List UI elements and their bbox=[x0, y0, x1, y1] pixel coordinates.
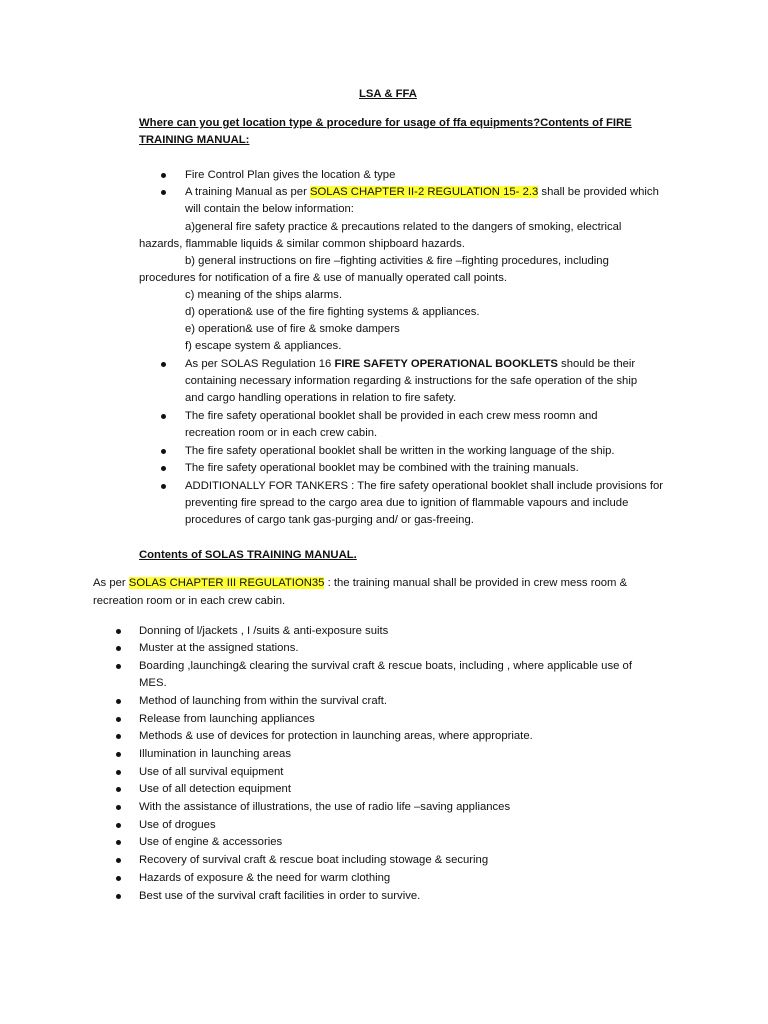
fire-control-plan-item: Fire Control Plan gives the location & type bbox=[185, 169, 396, 181]
bullet-dot bbox=[116, 664, 121, 669]
bullet-dot bbox=[116, 770, 121, 775]
bullet-dot bbox=[161, 466, 166, 471]
list-item: Best use of the survival craft facilities in order to survive. bbox=[139, 890, 421, 902]
bullet-dot bbox=[161, 362, 166, 367]
bullet-dot bbox=[116, 752, 121, 757]
bullet-dot bbox=[116, 699, 121, 704]
text-run: As per SOLAS Regulation 16 bbox=[185, 358, 335, 370]
booklet-combined-item: The fire safety operational booklet may be combined with the training manuals. bbox=[185, 462, 579, 474]
operational-booklets-line2: containing necessary information regarding & instructions for the safe operation of the ship bbox=[185, 375, 638, 387]
bullet-dot bbox=[116, 787, 121, 792]
list-item-continuation: MES. bbox=[139, 677, 167, 689]
list-item: With the assistance of illustrations, the use of radio life –saving appliances bbox=[139, 801, 511, 813]
training-manual-item bbox=[185, 185, 659, 200]
bullet-dot bbox=[161, 414, 166, 419]
booklet-language-item: The fire safety operational booklet shall be written in the working language of the ship. bbox=[185, 445, 615, 457]
text-run: should be their bbox=[557, 358, 636, 370]
list-item: Use of all detection equipment bbox=[139, 783, 291, 795]
training-manual-item-line2: will contain the below information: bbox=[185, 203, 354, 215]
subitem-c: c) meaning of the ships alarms. bbox=[185, 289, 342, 301]
section1-heading-line1: Where can you get location type & procedure for usage of ffa equipments?Contents of FIRE bbox=[139, 117, 632, 129]
text-run: A training Manual as per bbox=[185, 186, 310, 198]
tankers-item-line1: ADDITIONALLY FOR TANKERS : The fire safety operational booklet shall include provisions for bbox=[185, 480, 664, 492]
text-run: : the training manual shall be provided in crew mess room & bbox=[324, 577, 628, 589]
bullet-dot bbox=[161, 484, 166, 489]
bullet-dot bbox=[116, 629, 121, 634]
section2-heading: Contents of SOLAS TRAINING MANUAL. bbox=[139, 549, 357, 561]
bullet-dot bbox=[116, 734, 121, 739]
list-item: Donning of l/jackets , I /suits & anti-exposure suits bbox=[139, 625, 389, 637]
subitem-b-line2: procedures for notification of a fire & use of manually operated call points. bbox=[139, 272, 507, 284]
tankers-item-line2: preventing fire spread to the cargo area due to ignition of flammable vapours and include bbox=[185, 497, 629, 509]
highlighted-regulation: SOLAS CHAPTER II-2 REGULATION 15- 2.3 bbox=[309, 186, 539, 198]
bullet-dot bbox=[116, 894, 121, 899]
doc-title: LSA & FFA bbox=[359, 88, 417, 100]
booklet-provided-line2: recreation room or in each crew cabin. bbox=[185, 427, 378, 439]
operational-booklets-line3: and cargo handling operations in relation to fire safety. bbox=[185, 392, 457, 404]
subitem-e: e) operation& use of fire & smoke dampers bbox=[185, 323, 400, 335]
tankers-item-line3: procedures of cargo tank gas-purging and/ or gas-freeing. bbox=[185, 514, 474, 526]
list-item: Muster at the assigned stations. bbox=[139, 642, 299, 654]
booklet-provided-line1: The fire safety operational booklet shall be provided in each crew mess roomn and bbox=[185, 410, 598, 422]
list-item: Release from launching appliances bbox=[139, 713, 315, 725]
bullet-dot bbox=[161, 190, 166, 195]
list-item: Methods & use of devices for protection in launching areas, where appropriate. bbox=[139, 730, 533, 742]
bullet-dot bbox=[116, 646, 121, 651]
list-item: Recovery of survival craft & rescue boat including stowage & securing bbox=[139, 854, 489, 866]
bullet-dot bbox=[116, 876, 121, 881]
subitem-f: f) escape system & appliances. bbox=[185, 340, 342, 352]
bullet-dot bbox=[116, 858, 121, 863]
subitem-d: d) operation& use of the fire fighting systems & appliances. bbox=[185, 306, 480, 318]
subitem-a-line1: a)general fire safety practice & precautions related to the dangers of smoking, electrical bbox=[185, 221, 622, 233]
section2-intro bbox=[93, 576, 627, 591]
list-item: Boarding ,launching& clearing the survival craft & rescue boats, including , where applicable use of bbox=[139, 660, 632, 672]
list-item: Hazards of exposure & the need for warm clothing bbox=[139, 872, 391, 884]
list-item: Use of drogues bbox=[139, 819, 216, 831]
highlighted-regulation: SOLAS CHAPTER III REGULATION35 bbox=[128, 577, 325, 589]
list-item: Use of all survival equipment bbox=[139, 766, 284, 778]
text-run: shall be provided which bbox=[538, 186, 659, 198]
subitem-b-line1: b) general instructions on fire –fighting activities & fire –fighting procedures, including bbox=[185, 255, 609, 267]
operational-booklets-item bbox=[185, 357, 635, 372]
section1-heading-line2: TRAINING MANUAL: bbox=[139, 134, 250, 146]
bold-booklets-label: FIRE SAFETY OPERATIONAL BOOKLETS bbox=[334, 358, 558, 370]
bullet-dot bbox=[116, 717, 121, 722]
text-run: As per bbox=[93, 577, 129, 589]
bullet-dot bbox=[161, 173, 166, 178]
list-item: Method of launching from within the survival craft. bbox=[139, 695, 388, 707]
bullet-dot bbox=[116, 805, 121, 810]
list-item: Illumination in launching areas bbox=[139, 748, 291, 760]
section2-intro-line2: recreation room or in each crew cabin. bbox=[93, 595, 286, 607]
bullet-dot bbox=[116, 823, 121, 828]
bullet-dot bbox=[116, 840, 121, 845]
subitem-a-line2: hazards, flammable liquids & similar common shipboard hazards. bbox=[139, 238, 465, 250]
list-item: Use of engine & accessories bbox=[139, 836, 283, 848]
bullet-dot bbox=[161, 449, 166, 454]
